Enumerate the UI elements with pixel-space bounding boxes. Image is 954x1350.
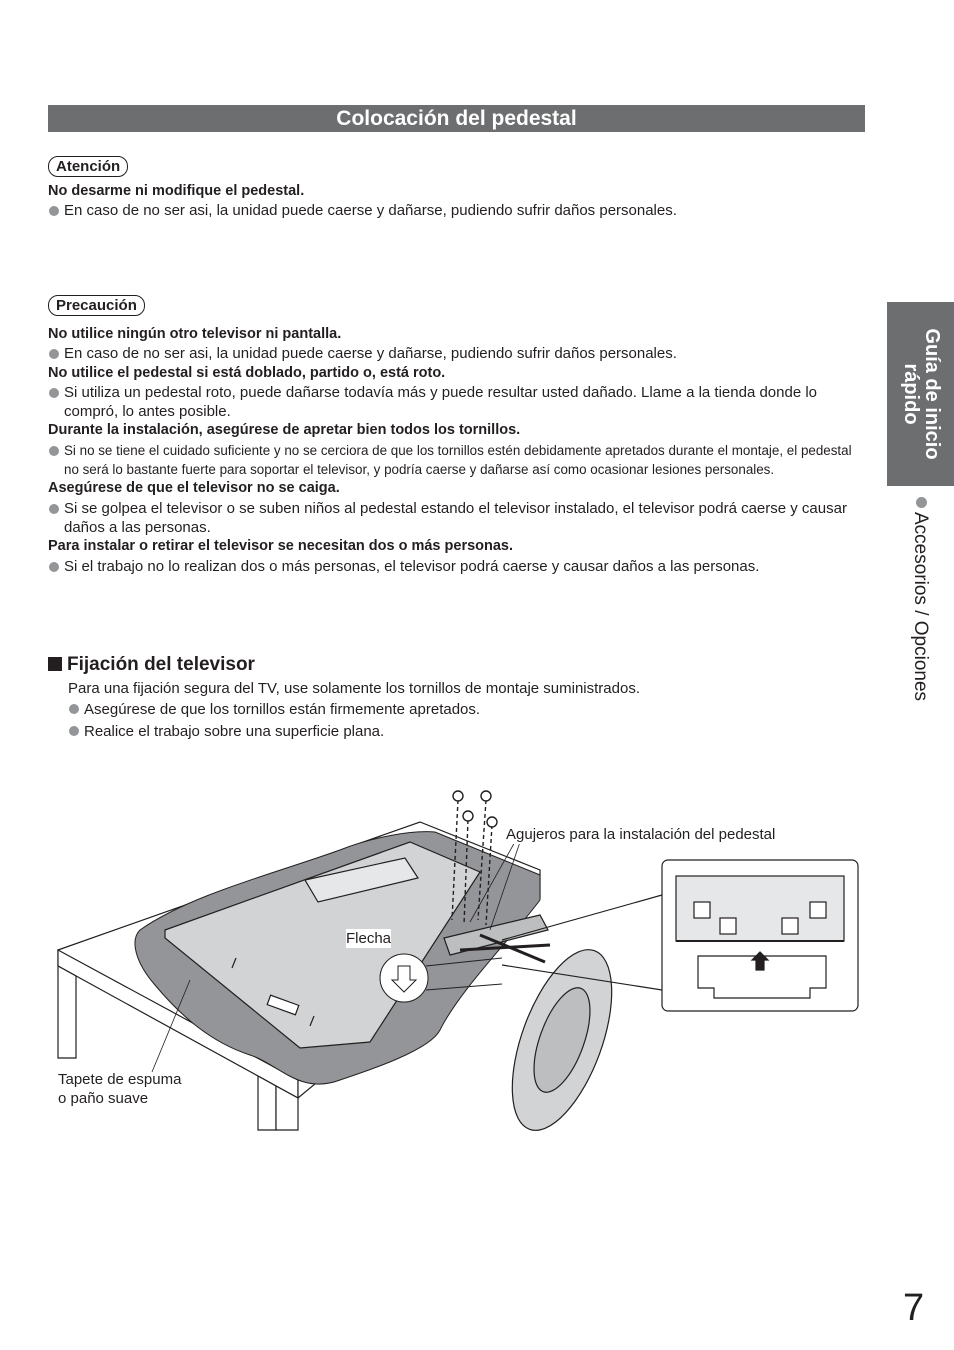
bullet-dot-icon (916, 497, 927, 508)
label-foam-mat (58, 1070, 181, 1108)
square-bullet-icon (48, 657, 62, 671)
precaution-bullet: Si el trabajo no lo realizan dos o más personas, el televisor podrá caerse y causar daños a las personas. (48, 557, 860, 576)
label-stand-holes: Agujeros para la instalación del pedestal (506, 826, 776, 843)
label-arrow: Flecha (346, 930, 392, 947)
precaution-heading: No utilice el pedestal si está doblado, partido o, está roto. (48, 364, 446, 381)
precaution-bullet: En caso de no ser asi, la unidad puede caerse y dañarse, pudiendo sufrir daños personales. (48, 344, 860, 363)
precaution-section (48, 325, 860, 576)
precaution-heading: Para instalar o retirar el televisor se necesitan dos o más personas. (48, 538, 514, 555)
fixing-heading (48, 654, 255, 676)
side-tab-title: Guía de inicio rápido (899, 328, 943, 460)
precaution-bullet: Si se golpea el televisor o se suben niños al pedestal estando el televisor instalado, el televisor podrá caerse y causar daños a las personas. (48, 499, 860, 538)
side-category (909, 497, 931, 701)
side-tab (887, 302, 954, 486)
fixing-bullet: Realice el trabajo sobre una superficie plana. (68, 721, 848, 742)
precaution-label: Precaución (48, 295, 145, 316)
fixing-intro: Para una fijación segura del TV, use solamente los tornillos de montaje suministrados. (68, 680, 640, 697)
page-number: 7 (903, 1287, 925, 1329)
attention-bullet: En caso de no ser asi, la unidad puede caerse y dañarse, pudiendo sufrir daños personales. (48, 201, 860, 220)
attention-label: Atención (48, 156, 128, 177)
precaution-heading: Asegúrese de que el televisor no se caiga. (48, 480, 340, 497)
stand-installation-figure (40, 780, 870, 1140)
precaution-bullet: Si utiliza un pedestal roto, puede dañarse todavía más y puede resultar usted dañado. Llame a la tienda donde lo compró, lo antes posible. (48, 383, 860, 422)
page-title: Colocación del pedestal (48, 105, 865, 132)
fixing-bullet: Asegúrese de que los tornillos están firmemente apretados. (68, 699, 848, 720)
precaution-heading: Durante la instalación, asegúrese de apretar bien todos los tornillos. (48, 422, 521, 439)
stand-illustration (444, 915, 632, 1140)
precaution-heading: No utilice ningún otro televisor ni pantalla. (48, 326, 342, 342)
fixing-section (68, 678, 848, 742)
label-foam-mat-line2: o paño suave (58, 1090, 149, 1107)
attention-section (48, 182, 860, 221)
label-foam-mat-line1: Tapete de espuma (58, 1071, 182, 1088)
precaution-bullet: Si no se tiene el cuidado suficiente y no se cerciora de que los tornillos estén debidamente apretados durante el montaje, el pedestal no será lo bastante fuerte para soportar el televisor, y podría caerse y dañarse así como ocasionar lesiones personales. (48, 441, 860, 480)
attention-heading: No desarme ni modifique el pedestal. (48, 183, 305, 199)
side-category-text: Accesorios / Opciones (910, 512, 931, 702)
fixing-heading-text: Fijación del televisor (67, 654, 255, 675)
